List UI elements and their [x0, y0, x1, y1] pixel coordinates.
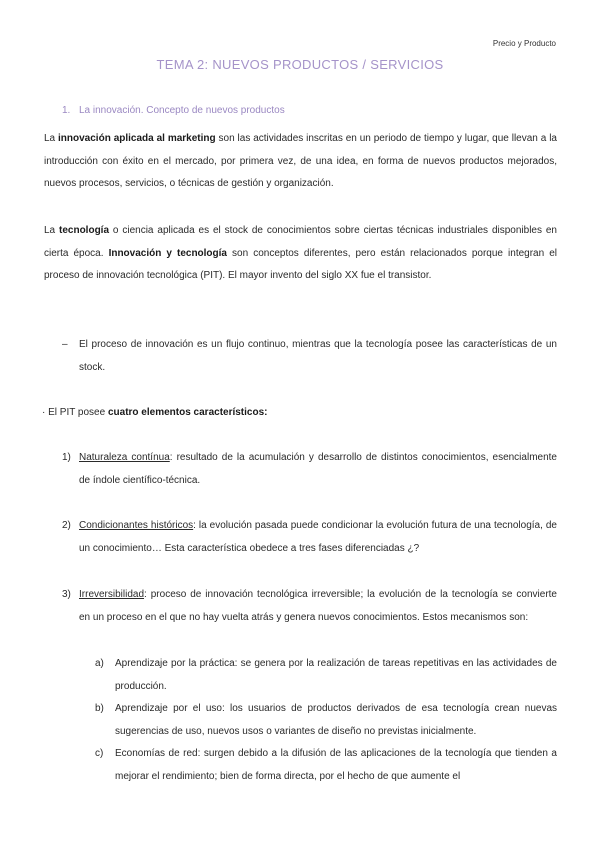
list-term: Naturaleza contínua	[79, 452, 170, 463]
list-item	[62, 447, 557, 492]
paragraph-technology	[44, 220, 557, 288]
p2-text-e: son conceptos diferentes, pero están relacionados porque integran el proceso de innovación tecnológica (PIT). El mayor invento del siglo XX fue el transistor.	[44, 247, 557, 281]
p1-bold-term: innovación aplicada al marketing	[58, 133, 216, 144]
p2-bold-term-2: Innovación y tecnología	[108, 247, 227, 259]
sub-list-item	[95, 743, 557, 788]
p1-text-a: La	[44, 133, 59, 144]
section-number: 1.	[62, 105, 71, 116]
list-text: : resultado de la acumulación y desarrollo de distintos conocimientos, esencialmente de índole científico-técnica.	[79, 452, 557, 486]
list-text: : la evolución pasada puede condicionar la evolución futura de una tecnología, de un conocimiento… Esta característica obedece a tres fases diferenciadas ¿?	[79, 520, 557, 554]
list-item	[62, 515, 557, 560]
dash-list-item	[62, 334, 557, 379]
p2-text-a: La	[44, 225, 60, 236]
dash-text: El proceso de innovación es un flujo continuo, mientras que la tecnología posee las características de un stock.	[79, 339, 557, 373]
page-title: TEMA 2: NUEVOS PRODUCTOS / SERVICIOS	[156, 57, 444, 72]
pit-text-a: · El PIT posee	[42, 407, 108, 418]
paragraph-innovation	[44, 128, 557, 196]
sub-list-marker: b)	[95, 703, 104, 714]
p2-text-c: o ciencia aplicada es el stock de conocimientos sobre ciertas técnicas industriales disponibles en cierta época.	[44, 225, 557, 259]
p1-text-c: son las actividades inscritas en un periodo de tiempo y lugar, que llevan a la introducción con éxito en el mercado, por primera vez, de una idea, en forma de nuevos productos mejorados, nuevos procesos, servicios, o técnicas de gestión y organización.	[44, 133, 557, 189]
list-term: Condicionantes históricos	[79, 520, 194, 531]
pit-bold-term: cuatro elementos característicos:	[107, 407, 268, 418]
sub-list-item	[95, 698, 557, 743]
sub-list-item	[95, 653, 557, 698]
sub-list-marker: a)	[95, 658, 104, 669]
dash-marker: –	[62, 339, 68, 350]
list-item	[62, 584, 557, 629]
p2-bold-term: tecnología	[59, 225, 110, 236]
list-text: : proceso de innovación tecnológica irreversible; la evolución de la tecnología se convierte en un proceso en el que no hay vuelta atrás y genera nuevos conocimientos. Estos mecanismos son:	[79, 589, 557, 623]
running-header: Precio y Producto	[492, 39, 556, 48]
section-heading	[62, 105, 285, 116]
sub-list-text: Economías de red: surgen debido a la difusión de las aplicaciones de la tecnología que tienden a mejorar el rendimiento; bien de forma directa, por el hecho de que aumente el	[115, 748, 557, 782]
list-marker: 1)	[62, 452, 71, 463]
list-term: Irreversibilidad	[79, 589, 145, 600]
sub-list-text: Aprendizaje por el uso: los usuarios de productos derivados de esa tecnología crean nuevas sugerencias de uso, nuevos usos o variantes de diseño no previstas inicialmente.	[115, 703, 557, 737]
section-label: La innovación. Concepto de nuevos productos	[79, 105, 285, 116]
list-marker: 2)	[62, 520, 71, 531]
paragraph-pit	[42, 402, 555, 425]
sub-list-text: Aprendizaje por la práctica: se genera por la realización de tareas repetitivas en las actividades de producción.	[115, 658, 557, 692]
sub-list-marker: c)	[95, 748, 104, 759]
list-marker: 3)	[62, 589, 71, 600]
